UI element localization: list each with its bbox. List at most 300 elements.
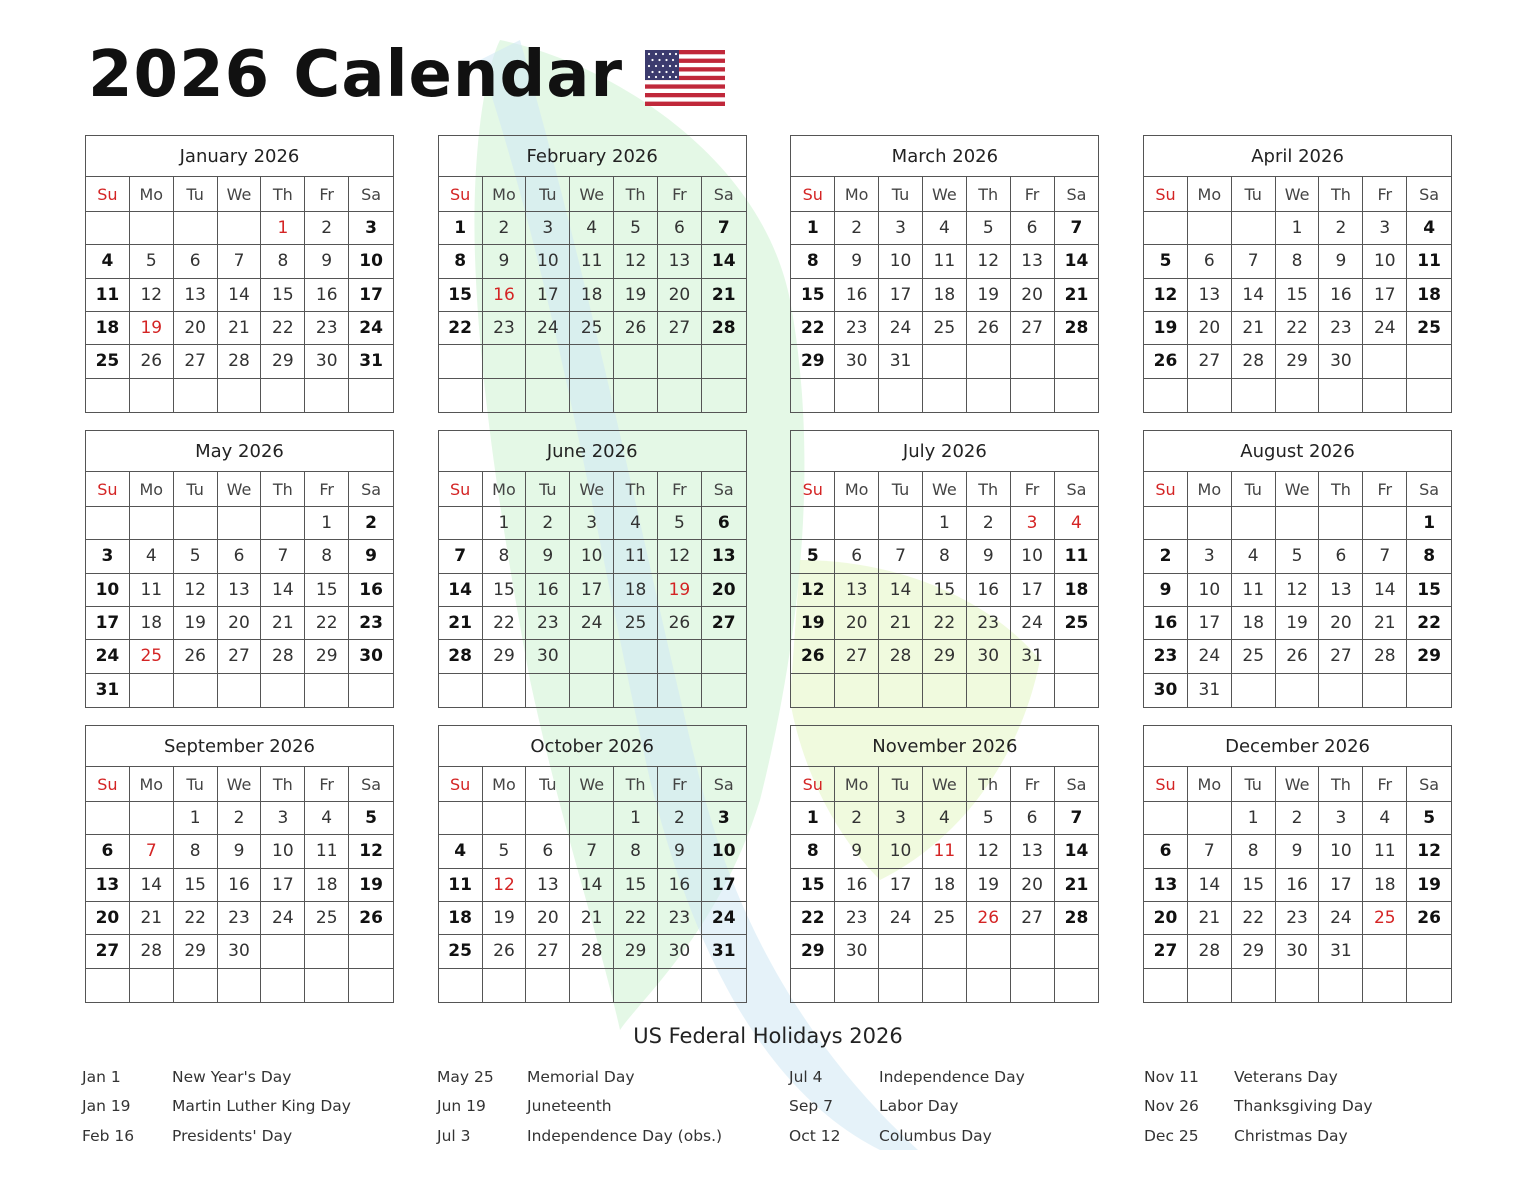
day-cell: 17 <box>526 279 570 311</box>
day-cell <box>1055 935 1099 967</box>
day-cell: 26 <box>174 640 218 672</box>
day-cell: 1 <box>614 802 658 834</box>
day-cell: 26 <box>1417 908 1441 929</box>
weekday-label: Su <box>791 177 835 211</box>
day-cell <box>702 379 746 412</box>
weekday-label: We <box>218 472 262 506</box>
weekday-label: Fr <box>658 767 702 801</box>
day-cell: 20 <box>1188 312 1232 344</box>
holiday-date: Jun 19 <box>437 1097 486 1116</box>
day-cell: 8 <box>439 245 483 277</box>
month-calendar <box>790 725 1099 1003</box>
day-cell <box>570 640 614 672</box>
day-cell: 5 <box>791 540 835 572</box>
day-cell <box>1276 379 1320 412</box>
day-cell: 8 <box>1423 546 1436 567</box>
month-title: August 2026 <box>1144 431 1451 472</box>
weekday-header-row <box>439 472 746 507</box>
week-row <box>1144 969 1451 1002</box>
weekday-label: Fr <box>1011 767 1055 801</box>
day-cell: 18 <box>1232 607 1276 639</box>
day-cell <box>702 969 746 1002</box>
weekday-label: We <box>570 177 614 211</box>
day-cell: 1 <box>923 507 967 539</box>
week-row <box>439 245 746 278</box>
weekday-label: Th <box>614 177 658 211</box>
week-row <box>791 212 1098 245</box>
day-cell: 3 <box>717 808 730 829</box>
week-row <box>86 902 393 935</box>
day-cell: 9 <box>1276 835 1320 867</box>
day-cell <box>1276 969 1320 1002</box>
day-cell <box>658 674 702 707</box>
day-cell <box>483 345 527 377</box>
day-cell: 25 <box>130 640 174 672</box>
day-cell: 2 <box>1276 802 1320 834</box>
day-cell: 6 <box>218 540 262 572</box>
month-title: June 2026 <box>439 431 746 472</box>
day-cell: 4 <box>614 507 658 539</box>
day-cell: 22 <box>439 312 483 344</box>
day-cell: 25 <box>305 902 349 934</box>
day-cell: 5 <box>967 212 1011 244</box>
month-title: May 2026 <box>86 431 393 472</box>
day-cell: 31 <box>879 345 923 377</box>
weekday-label: Su <box>86 177 130 211</box>
day-cell: 10 <box>261 835 305 867</box>
weekday-label: Fr <box>658 177 702 211</box>
week-row <box>439 835 746 868</box>
day-cell <box>526 379 570 412</box>
day-cell: 31 <box>1188 674 1232 707</box>
day-cell: 23 <box>483 312 527 344</box>
month-calendar <box>438 135 747 413</box>
day-cell: 6 <box>1011 212 1055 244</box>
day-cell: 28 <box>711 318 736 339</box>
day-cell <box>1011 379 1055 412</box>
weekday-label: Fr <box>305 472 349 506</box>
day-cell: 21 <box>1232 312 1276 344</box>
day-cell <box>1276 507 1320 539</box>
day-cell: 2 <box>967 507 1011 539</box>
day-cell: 9 <box>658 835 702 867</box>
week-row <box>1144 540 1451 573</box>
day-cell: 19 <box>1417 874 1441 895</box>
holidays-list <box>82 1062 1482 1151</box>
day-cell: 25 <box>923 312 967 344</box>
day-cell: 8 <box>923 540 967 572</box>
day-cell: 4 <box>305 802 349 834</box>
day-cell <box>174 969 218 1002</box>
week-row <box>86 835 393 868</box>
day-cell: 15 <box>1232 869 1276 901</box>
day-cell <box>305 674 349 707</box>
week-row <box>1144 640 1451 673</box>
day-cell: 23 <box>526 607 570 639</box>
day-cell <box>349 379 393 412</box>
day-cell <box>526 345 570 377</box>
week-row <box>86 574 393 607</box>
day-cell: 27 <box>1188 345 1232 377</box>
day-cell: 20 <box>86 902 130 934</box>
day-cell: 9 <box>365 546 377 567</box>
day-cell: 18 <box>614 574 658 606</box>
week-row <box>791 607 1098 640</box>
day-cell: 26 <box>1144 345 1188 377</box>
holiday-date: Jul 3 <box>437 1126 471 1145</box>
week-row <box>791 279 1098 312</box>
weekday-label: Su <box>439 177 483 211</box>
day-cell: 17 <box>1319 869 1363 901</box>
day-cell: 27 <box>711 613 736 634</box>
day-cell <box>1407 935 1451 967</box>
day-cell <box>1055 379 1099 412</box>
day-cell <box>261 674 305 707</box>
day-cell: 2 <box>526 507 570 539</box>
weekday-label: Fr <box>1363 177 1407 211</box>
day-cell: 11 <box>570 245 614 277</box>
day-cell <box>130 674 174 707</box>
week-row <box>439 969 746 1002</box>
holiday-name: Columbus Day <box>879 1126 992 1145</box>
day-cell: 30 <box>1144 674 1188 707</box>
day-cell: 6 <box>86 835 130 867</box>
day-cell: 1 <box>1423 513 1436 534</box>
day-cell: 5 <box>1276 540 1320 572</box>
month-calendar <box>790 430 1099 708</box>
weekday-label: Mo <box>835 177 879 211</box>
day-cell: 27 <box>1011 902 1055 934</box>
day-cell: 29 <box>614 935 658 967</box>
day-cell: 27 <box>174 345 218 377</box>
day-cell: 4 <box>86 245 130 277</box>
day-cell: 16 <box>483 279 527 311</box>
day-cell: 13 <box>86 869 130 901</box>
day-cell: 20 <box>1144 902 1188 934</box>
day-cell: 16 <box>1276 869 1320 901</box>
day-cell <box>1276 674 1320 707</box>
day-cell: 18 <box>923 279 967 311</box>
weekday-label: Th <box>967 177 1011 211</box>
day-cell: 29 <box>1232 935 1276 967</box>
holiday-column <box>1144 1062 1482 1151</box>
week-row <box>1144 607 1451 640</box>
day-cell: 4 <box>923 802 967 834</box>
weekday-label: Tu <box>526 472 570 506</box>
weekday-label: Tu <box>174 177 218 211</box>
day-cell <box>130 379 174 412</box>
day-cell: 27 <box>1144 935 1188 967</box>
day-cell <box>439 674 483 707</box>
day-cell: 4 <box>1071 513 1082 534</box>
day-cell <box>570 345 614 377</box>
day-cell <box>439 802 483 834</box>
day-cell <box>702 640 746 672</box>
day-cell: 10 <box>1319 835 1363 867</box>
day-cell: 16 <box>835 869 879 901</box>
day-cell: 22 <box>483 607 527 639</box>
day-cell: 3 <box>1319 802 1363 834</box>
day-cell: 1 <box>1232 802 1276 834</box>
day-cell: 26 <box>130 345 174 377</box>
week-row <box>791 640 1098 673</box>
week-row <box>1144 345 1451 378</box>
week-row <box>439 279 746 312</box>
day-cell: 12 <box>359 841 383 862</box>
day-cell: 30 <box>835 345 879 377</box>
day-cell: 8 <box>791 835 835 867</box>
day-cell: 25 <box>1417 318 1441 339</box>
day-cell: 5 <box>614 212 658 244</box>
week-row <box>439 802 746 835</box>
day-cell: 24 <box>261 902 305 934</box>
day-cell: 21 <box>1188 902 1232 934</box>
day-cell: 22 <box>174 902 218 934</box>
day-cell: 9 <box>1144 574 1188 606</box>
month-calendar <box>1143 430 1452 708</box>
weekday-label: Fr <box>1363 472 1407 506</box>
day-cell: 29 <box>483 640 527 672</box>
day-cell: 18 <box>1417 284 1441 305</box>
day-cell: 6 <box>1188 245 1232 277</box>
week-row <box>86 212 393 245</box>
day-cell <box>967 345 1011 377</box>
day-cell <box>658 379 702 412</box>
holiday-date: Nov 11 <box>1144 1067 1199 1086</box>
day-cell <box>1011 345 1055 377</box>
weekday-label: We <box>1276 472 1320 506</box>
day-cell: 11 <box>923 835 967 867</box>
day-cell <box>305 379 349 412</box>
weekday-label: Sa <box>1066 184 1087 204</box>
month-title: February 2026 <box>439 136 746 177</box>
day-cell: 2 <box>835 802 879 834</box>
day-cell <box>614 379 658 412</box>
week-row <box>791 507 1098 540</box>
day-cell: 31 <box>86 674 130 707</box>
week-row <box>1144 869 1451 902</box>
day-cell: 30 <box>967 640 1011 672</box>
weekday-label: Sa <box>1066 774 1087 794</box>
day-cell: 6 <box>1011 802 1055 834</box>
weekday-label: Th <box>967 767 1011 801</box>
day-cell: 30 <box>526 640 570 672</box>
holiday-item <box>82 1062 437 1092</box>
day-cell: 27 <box>835 640 879 672</box>
day-cell <box>1144 802 1188 834</box>
day-cell: 25 <box>86 345 130 377</box>
day-cell: 21 <box>570 902 614 934</box>
day-cell: 3 <box>261 802 305 834</box>
week-row <box>1144 674 1451 707</box>
week-row <box>1144 902 1451 935</box>
day-cell: 11 <box>1363 835 1407 867</box>
day-cell <box>923 379 967 412</box>
day-cell: 10 <box>526 245 570 277</box>
day-cell: 24 <box>879 312 923 344</box>
day-cell: 9 <box>835 835 879 867</box>
weekday-label: Mo <box>130 472 174 506</box>
day-cell <box>923 969 967 1002</box>
day-cell: 17 <box>1011 574 1055 606</box>
day-cell <box>130 802 174 834</box>
day-cell: 15 <box>791 279 835 311</box>
months-grid <box>85 135 1451 1003</box>
day-cell: 3 <box>879 802 923 834</box>
day-cell: 22 <box>1276 312 1320 344</box>
day-cell: 21 <box>130 902 174 934</box>
holiday-name: Thanksgiving Day <box>1234 1097 1373 1116</box>
day-cell: 10 <box>879 245 923 277</box>
week-row <box>86 935 393 968</box>
day-cell: 9 <box>483 245 527 277</box>
weekday-label: Sa <box>1419 479 1440 499</box>
day-cell: 11 <box>1064 546 1089 567</box>
weekday-label: Mo <box>130 177 174 211</box>
day-cell: 17 <box>359 284 383 305</box>
weekday-label: Th <box>261 767 305 801</box>
day-cell <box>86 379 130 412</box>
day-cell: 28 <box>218 345 262 377</box>
day-cell: 24 <box>86 640 130 672</box>
day-cell: 3 <box>1363 212 1407 244</box>
week-row <box>86 379 393 412</box>
day-cell: 1 <box>1276 212 1320 244</box>
weekday-label: Mo <box>483 177 527 211</box>
day-cell <box>1232 212 1276 244</box>
day-cell <box>86 507 130 539</box>
week-row <box>1144 835 1451 868</box>
day-cell <box>835 379 879 412</box>
day-cell: 13 <box>835 574 879 606</box>
day-cell: 19 <box>658 574 702 606</box>
day-cell <box>1188 379 1232 412</box>
day-cell <box>658 969 702 1002</box>
day-cell: 7 <box>1070 218 1083 239</box>
day-cell: 24 <box>1011 607 1055 639</box>
day-cell: 26 <box>658 607 702 639</box>
month-calendar <box>1143 135 1452 413</box>
day-cell: 8 <box>261 245 305 277</box>
day-cell: 1 <box>174 802 218 834</box>
day-cell: 8 <box>1276 245 1320 277</box>
day-cell: 17 <box>879 869 923 901</box>
day-cell <box>1363 969 1407 1002</box>
day-cell: 15 <box>483 574 527 606</box>
weekday-label: Su <box>1144 767 1188 801</box>
weekday-label: Sa <box>713 774 734 794</box>
holiday-date: Sep 7 <box>789 1097 834 1116</box>
day-cell <box>1363 345 1407 377</box>
day-cell: 2 <box>365 513 377 534</box>
holiday-date: Jul 4 <box>789 1067 823 1086</box>
day-cell <box>1188 969 1232 1002</box>
week-row <box>791 935 1098 968</box>
weekday-label: Mo <box>1188 177 1232 211</box>
day-cell <box>526 802 570 834</box>
day-cell <box>1144 969 1188 1002</box>
day-cell: 3 <box>86 540 130 572</box>
day-cell: 4 <box>439 835 483 867</box>
holiday-item <box>789 1121 1144 1151</box>
page-title: 2026 Calendar <box>88 38 624 112</box>
day-cell <box>791 379 835 412</box>
day-cell <box>570 379 614 412</box>
day-cell <box>218 507 262 539</box>
weekday-label: Fr <box>1011 472 1055 506</box>
day-cell: 24 <box>711 908 736 929</box>
holiday-item <box>82 1092 437 1122</box>
day-cell: 11 <box>614 540 658 572</box>
day-cell: 5 <box>365 808 377 829</box>
weekday-label: We <box>923 177 967 211</box>
day-cell <box>1232 969 1276 1002</box>
month-title: November 2026 <box>791 726 1098 767</box>
weekday-label: Th <box>614 472 658 506</box>
week-row <box>86 279 393 312</box>
day-cell: 1 <box>261 212 305 244</box>
day-cell <box>1407 969 1451 1002</box>
day-cell <box>1011 969 1055 1002</box>
day-cell: 20 <box>526 902 570 934</box>
week-row <box>791 540 1098 573</box>
day-cell <box>1188 212 1232 244</box>
weekday-label: Mo <box>483 767 527 801</box>
weekday-header-row <box>1144 177 1451 212</box>
week-row <box>1144 574 1451 607</box>
day-cell: 18 <box>439 902 483 934</box>
day-cell <box>614 969 658 1002</box>
day-cell <box>1232 379 1276 412</box>
day-cell <box>702 345 746 377</box>
week-row <box>439 640 746 673</box>
day-cell <box>1319 674 1363 707</box>
weekday-label: Mo <box>483 472 527 506</box>
month-calendar <box>1143 725 1452 1003</box>
day-cell: 25 <box>570 312 614 344</box>
day-cell: 7 <box>879 540 923 572</box>
day-cell: 20 <box>174 312 218 344</box>
day-cell: 29 <box>261 345 305 377</box>
day-cell <box>1232 507 1276 539</box>
weekday-label: Tu <box>1232 472 1276 506</box>
holiday-date: Dec 25 <box>1144 1126 1199 1145</box>
day-cell: 8 <box>174 835 218 867</box>
weekday-label: Sa <box>1419 774 1440 794</box>
day-cell: 9 <box>967 540 1011 572</box>
day-cell: 28 <box>1064 318 1089 339</box>
day-cell <box>86 802 130 834</box>
day-cell: 5 <box>967 802 1011 834</box>
day-cell: 7 <box>1232 245 1276 277</box>
day-cell: 8 <box>1232 835 1276 867</box>
week-row <box>1144 507 1451 540</box>
month-calendar <box>790 135 1099 413</box>
month-title: December 2026 <box>1144 726 1451 767</box>
day-cell <box>218 969 262 1002</box>
day-cell: 18 <box>923 869 967 901</box>
day-cell: 6 <box>658 212 702 244</box>
holiday-name: Martin Luther King Day <box>172 1097 351 1116</box>
week-row <box>791 835 1098 868</box>
day-cell: 29 <box>1417 646 1441 667</box>
day-cell: 5 <box>483 835 527 867</box>
day-cell: 18 <box>305 869 349 901</box>
day-cell: 21 <box>439 607 483 639</box>
day-cell: 4 <box>570 212 614 244</box>
month-calendar <box>85 135 394 413</box>
day-cell: 9 <box>526 540 570 572</box>
